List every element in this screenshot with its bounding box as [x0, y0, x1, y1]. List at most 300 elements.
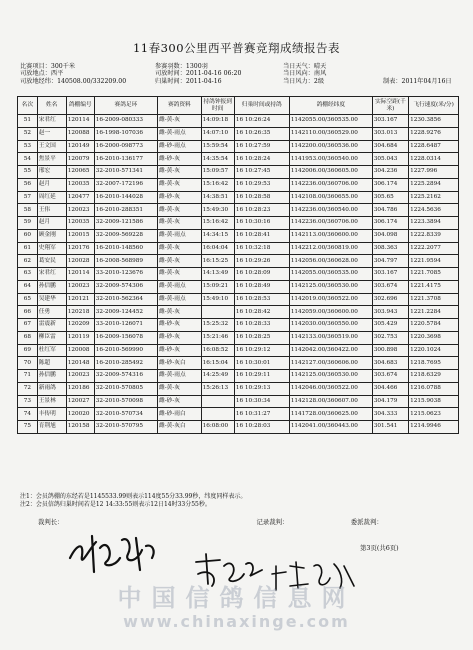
table-cell: 120149 [66, 140, 94, 153]
table-cell: 16-2010-569990 [94, 344, 157, 357]
judge-label: 裁判长： [38, 518, 64, 526]
table-cell: 16:08:52 [201, 344, 234, 357]
table-cell: 32-2010-570734 [94, 408, 157, 421]
table-cell: 120114 [66, 115, 94, 128]
table-row [18, 293, 459, 306]
table-cell: 1142042.00/360422.00 [289, 344, 372, 357]
table-cell: 周红延 [37, 191, 66, 204]
table-cell: 1142108.00/360655.00 [289, 191, 372, 204]
table-cell: 王文国 [37, 140, 66, 153]
table-cell: 王景林 [37, 395, 66, 408]
table-cell: 1142055.00/360535.00 [289, 115, 372, 128]
table-cell: 1142110.00/360529.00 [289, 127, 372, 140]
table-cell: 305.043 [372, 153, 408, 166]
table-cell: 120218 [66, 306, 94, 319]
table-cell: 32-2009-124452 [94, 306, 157, 319]
table-cell: 雌-黄-灰 [158, 242, 202, 255]
table-cell: 70 [18, 357, 38, 370]
table-row [18, 408, 459, 421]
table-cell: 1223.3894 [409, 217, 459, 230]
table-cell: 120023 [66, 204, 94, 217]
table-cell: 16 10:29:53 [234, 178, 289, 191]
table-cell: 33-2010-126071 [94, 319, 157, 332]
table-cell: 雌-黄-灰白 [158, 421, 202, 434]
table-cell: 15:16:42 [201, 217, 234, 230]
table-cell: 1215.0623 [409, 408, 459, 421]
table-cell: 15:59:54 [201, 140, 234, 153]
table-cell: 16-2010-148560 [94, 242, 157, 255]
table-cell: 306.174 [372, 217, 408, 230]
table-cell: 1142125.00/360530.00 [289, 280, 372, 293]
column-header: 名次 [18, 97, 38, 115]
table-cell: 任勇 [37, 306, 66, 319]
table-cell: 32-2009-569228 [94, 229, 157, 242]
meta-row [20, 70, 460, 77]
column-header: 赛鸽资料 [158, 97, 202, 115]
table-cell: 16:08:00 [201, 421, 234, 434]
footnotes [20, 493, 460, 508]
table-row [18, 229, 459, 242]
table-cell: 1142200.00/360536.00 [289, 140, 372, 153]
table-cell: 32-2007-172196 [94, 178, 157, 191]
table-cell: 杜红军 [37, 344, 66, 357]
table-cell: 16 10:26:24 [234, 115, 289, 128]
table-cell: 16 10:28:03 [234, 421, 289, 434]
table-cell: 69 [18, 344, 38, 357]
table-cell: 16-2009-080333 [94, 115, 157, 128]
meta-cell: 归巢时间：2011-04-16 [155, 77, 222, 85]
table-cell: 16 10:29:26 [234, 255, 289, 268]
table-cell [201, 306, 234, 319]
table-cell: 宋君红 [37, 115, 66, 128]
table-cell: 15:25:32 [201, 319, 234, 332]
table-cell: 陈超 [37, 357, 66, 370]
table-cell: 1142212.00/360819.00 [289, 242, 372, 255]
table-cell: 1142046.00/360522.00 [289, 382, 372, 395]
table-cell: 120209 [66, 319, 94, 332]
table-cell: 1142236.00/360706.00 [289, 217, 372, 230]
table-cell: 61 [18, 242, 38, 255]
table-cell: 14:34:15 [201, 229, 234, 242]
table-cell: 68 [18, 331, 38, 344]
table-cell [201, 395, 234, 408]
table-cell: 73 [18, 395, 38, 408]
table-cell: 16 10:28:53 [234, 293, 289, 306]
table-cell: 120148 [66, 357, 94, 370]
table-cell: 1225.2162 [409, 191, 459, 204]
table-cell: 120027 [66, 395, 94, 408]
table-cell: 74 [18, 408, 38, 421]
table-cell: 1220.5784 [409, 319, 459, 332]
table-cell: 305.429 [372, 319, 408, 332]
table-cell: 雌-黄-灰 [158, 178, 202, 191]
column-header: 姓名 [37, 97, 66, 115]
table-row [18, 153, 459, 166]
table-cell: 1214.9946 [409, 421, 459, 434]
table-cell: 303.013 [372, 127, 408, 140]
table-cell: 300.898 [372, 344, 408, 357]
table-cell: 306.174 [372, 178, 408, 191]
table-cell: 16 10:28:23 [234, 204, 289, 217]
table-cell: 16 10:28:24 [234, 153, 289, 166]
table-cell: 120015 [66, 229, 94, 242]
table-cell: 赵月 [37, 178, 66, 191]
race-meta [20, 63, 460, 85]
table-cell: 14:13:49 [201, 268, 234, 281]
judge-signature [62, 528, 162, 578]
table-cell: 1221.9594 [409, 255, 459, 268]
table-cell: 16-2010-285492 [94, 357, 157, 370]
meta-cell [383, 63, 460, 70]
recorder-label: 记录裁判： [256, 518, 289, 526]
table-cell: 赵月 [37, 217, 66, 230]
table-cell: 62 [18, 255, 38, 268]
table-row [18, 319, 459, 332]
page-number: 第3页(共6页) [360, 544, 399, 552]
table-cell: 16 10:29:12 [234, 344, 289, 357]
table-row [18, 115, 459, 128]
table-cell: 16 10:28:33 [234, 319, 289, 332]
table-cell: 1218.7695 [409, 357, 459, 370]
table-cell: 14:25:49 [201, 370, 234, 383]
table-cell: 14:35:54 [201, 153, 234, 166]
meta-cell: 当日风向：南风 [283, 70, 327, 78]
table-cell [201, 408, 234, 421]
table-cell: 32-2010-570795 [94, 421, 157, 434]
results-table [17, 96, 459, 434]
table-cell: 302.753 [372, 331, 408, 344]
column-header: 飞行速度(米/分) [409, 97, 459, 115]
signature-labels [20, 517, 460, 526]
table-cell: 孙信鹏 [37, 280, 66, 293]
column-header: 赛鸽足环 [94, 97, 157, 115]
table-cell: 16-2010-136177 [94, 153, 157, 166]
table-cell: 1228.9276 [409, 127, 459, 140]
table-cell: 120088 [66, 127, 94, 140]
table-cell: 雌-砂-灰白 [158, 357, 202, 370]
table-cell: 1142127.00/360606.00 [289, 357, 372, 370]
table-cell: 14:07:10 [201, 127, 234, 140]
table-cell: 120008 [66, 344, 94, 357]
table-cell: 120023 [66, 280, 94, 293]
table-cell: 67 [18, 319, 38, 332]
table-cell: 雌-砂-灰 [158, 153, 202, 166]
table-cell: 1221.2284 [409, 306, 459, 319]
table-cell: 王伟 [37, 204, 66, 217]
table-cell: 32-2010-562364 [94, 293, 157, 306]
table-cell: 120119 [66, 331, 94, 344]
table-cell: 1225.2894 [409, 178, 459, 191]
table-cell: 120028 [66, 255, 94, 268]
table-cell: 303.674 [372, 370, 408, 383]
table-row [18, 166, 459, 179]
table-cell: 1220.1024 [409, 344, 459, 357]
table-cell: 雌-砂-灰 [158, 331, 202, 344]
table-row [18, 191, 459, 204]
table-cell: 16-1998-107036 [94, 127, 157, 140]
table-cell: 16 10:29:11 [234, 370, 289, 383]
report-title: 11春300公里西平普赛竞翔成绩报告表 [132, 41, 341, 55]
table-cell: 1228.0314 [409, 153, 459, 166]
site-watermark: 中国信鸽信息网 [117, 584, 356, 612]
table-cell: 304.236 [372, 166, 408, 179]
table-row [18, 421, 459, 434]
table-cell: 16:15:04 [201, 357, 234, 370]
table-cell: 1142030.00/360550.00 [289, 319, 372, 332]
table-cell: 16 10:28:42 [234, 306, 289, 319]
table-cell: 1142006.00/360605.00 [289, 166, 372, 179]
column-header: 鸽棚经纬度 [289, 97, 372, 115]
table-cell: 育荆旭 [37, 421, 66, 434]
table-row [18, 255, 459, 268]
table-cell: 雌-黄-灰 [158, 382, 202, 395]
table-cell: 雌-黄-灰 [158, 166, 202, 179]
table-cell: 33-2010-123676 [94, 268, 157, 281]
table-row [18, 204, 459, 217]
table-row [18, 306, 459, 319]
table-cell: 305.65 [372, 191, 408, 204]
table-cell: 16 10:28:41 [234, 229, 289, 242]
results-body [18, 115, 459, 434]
table-cell: 1142041.00/360443.00 [289, 421, 372, 434]
table-cell: 1222.2077 [409, 242, 459, 255]
table-cell: 16-2008-568989 [94, 255, 157, 268]
table-cell: 柳臣雷 [37, 331, 66, 344]
column-header: 实际空距(千米) [372, 97, 408, 115]
table-cell: 302.696 [372, 293, 408, 306]
table-cell: 15:16:42 [201, 178, 234, 191]
table-cell: 1221.7085 [409, 268, 459, 281]
table-cell: 120065 [66, 166, 94, 179]
table-row [18, 140, 459, 153]
table-cell: 72 [18, 382, 38, 395]
table-cell: 16 10:28:09 [234, 268, 289, 281]
table-cell: 59 [18, 217, 38, 230]
table-cell: 75 [18, 421, 38, 434]
table-cell: 303.167 [372, 268, 408, 281]
table-row [18, 280, 459, 293]
table-cell: 1221.3708 [409, 293, 459, 306]
table-cell: 54 [18, 153, 38, 166]
table-cell: 15:21:46 [201, 331, 234, 344]
table-cell: 1228.6487 [409, 140, 459, 153]
table-cell: 雌-砂-灰 [158, 319, 202, 332]
table-cell: 1221.4175 [409, 280, 459, 293]
table-cell: 1142055.00/360535.00 [289, 268, 372, 281]
table-cell: 顾金刚 [37, 229, 66, 242]
table-cell: 雷震新 [37, 319, 66, 332]
table-cell: 1141953.00/360540.00 [289, 153, 372, 166]
table-cell: 1218.6329 [409, 370, 459, 383]
table-cell: 雌-黄-灰 [158, 217, 202, 230]
table-cell: 16 10:29:13 [234, 382, 289, 395]
footnote: 注1：会员鸽棚的东经若是1145533.99则表示114度55分33.99秒，纬度同样表示。 [20, 493, 247, 500]
table-cell: 14:09:18 [201, 115, 234, 128]
table-cell: 304.684 [372, 140, 408, 153]
table-cell: 孙信鹏 [37, 370, 66, 383]
table-cell: 1142059.00/360600.00 [289, 306, 372, 319]
table-cell: 308.363 [372, 242, 408, 255]
table-cell: 雌-砂-灰 [158, 395, 202, 408]
table-cell: 32-2010-570098 [94, 395, 157, 408]
table-cell: 1142236.00/360706.00 [289, 178, 372, 191]
table-row [18, 331, 459, 344]
meta-cell: 司放时间：2011-04-16 06:20 [155, 70, 242, 78]
table-cell: 雌-黄-灰 [158, 204, 202, 217]
table-cell: 120121 [66, 293, 94, 306]
table-cell: 赵一 [37, 127, 66, 140]
table-cell: 65 [18, 293, 38, 306]
table-cell: 16:15:25 [201, 255, 234, 268]
table-cell: 304.683 [372, 357, 408, 370]
table-cell: 120186 [66, 382, 94, 395]
table-cell: 53 [18, 140, 38, 153]
meta-cell [383, 70, 460, 77]
table-cell: 32-2009-574306 [94, 280, 157, 293]
table-cell: 304.466 [372, 382, 408, 395]
table-row [18, 344, 459, 357]
table-cell: 1142113.00/360600.00 [289, 229, 372, 242]
table-cell: 16-2000-098773 [94, 140, 157, 153]
meta-cell: 比赛项目：300千米 [20, 63, 76, 70]
table-cell: 葛安民 [37, 255, 66, 268]
table-cell: 丰传明 [37, 408, 66, 421]
table-cell: 120020 [66, 408, 94, 421]
table-cell: 15:26:13 [201, 382, 234, 395]
table-cell: 63 [18, 268, 38, 281]
table-cell: 雌-砂-灰 [158, 344, 202, 357]
table-cell: 52 [18, 127, 38, 140]
table-cell: 304.179 [372, 395, 408, 408]
table-cell: 120035 [66, 217, 94, 230]
table-cell: 16 10:32:18 [234, 242, 289, 255]
table-cell: 1216.0788 [409, 382, 459, 395]
table-cell: 新雨鸽 [37, 382, 66, 395]
table-cell: 51 [18, 115, 38, 128]
column-header: 归巢时间或持鸽 [234, 97, 289, 115]
table-cell: 120176 [66, 242, 94, 255]
committee-label: 委派裁判： [350, 518, 383, 526]
table-cell: 1222.8339 [409, 229, 459, 242]
table-cell: 1224.5636 [409, 204, 459, 217]
table-cell: 1230.3856 [409, 115, 459, 128]
table-cell: 1220.3698 [409, 331, 459, 344]
table-cell: 16 10:28:25 [234, 331, 289, 344]
table-row [18, 382, 459, 395]
table-cell: 56 [18, 178, 38, 191]
table-cell: 1142019.00/360522.00 [289, 293, 372, 306]
table-cell: 32-2009-121586 [94, 217, 157, 230]
table-cell: 64 [18, 280, 38, 293]
meta-row [20, 78, 460, 85]
table-cell: 史翔军 [37, 242, 66, 255]
table-cell: 303.674 [372, 280, 408, 293]
table-cell: 120158 [66, 421, 94, 434]
table-row [18, 127, 459, 140]
table-row [18, 395, 459, 408]
column-header: 鸽棚编号 [66, 97, 94, 115]
table-cell: 120023 [66, 370, 94, 383]
footnote: 注2：会员信鸽归巢时间若是12 14:33:55则表示12日14时33分55秒。 [20, 500, 211, 508]
table-cell: 301.541 [372, 421, 408, 434]
table-cell: 16 10:28:49 [234, 280, 289, 293]
table-cell: 雌-黄-灰 [158, 255, 202, 268]
table-cell: 15:09:57 [201, 166, 234, 179]
table-cell: 120114 [66, 268, 94, 281]
table-cell: 1215.9038 [409, 395, 459, 408]
table-cell: 雌-黄-雨点 [158, 280, 202, 293]
table-cell: 16 10:26:35 [234, 127, 289, 140]
table-cell: 16 10:28:58 [234, 191, 289, 204]
table-cell: 16:04:04 [201, 242, 234, 255]
table-cell: 304.797 [372, 255, 408, 268]
table-row [18, 268, 459, 281]
table-cell: 雌-黄-雨点 [158, 293, 202, 306]
table-cell: 雌-砂-雨白 [158, 408, 202, 421]
table-cell: 雌-砂-灰 [158, 191, 202, 204]
meta-cell: 参赛羽数：1300羽 [155, 63, 208, 70]
table-cell: 雌-黄-灰 [158, 268, 202, 281]
table-cell: 303.943 [372, 306, 408, 319]
table-cell: 120477 [66, 191, 94, 204]
table-cell: 120079 [66, 153, 94, 166]
table-cell: 16-2010-144028 [94, 191, 157, 204]
table-cell: 16-2009-156078 [94, 331, 157, 344]
table-cell: 66 [18, 306, 38, 319]
table-cell: 15:49:30 [201, 204, 234, 217]
meta-cell: 当日风力：2级 [283, 77, 325, 85]
table-cell: 16-2010-288351 [94, 204, 157, 217]
table-cell: 16 10:31:27 [234, 408, 289, 421]
table-row [18, 357, 459, 370]
column-header: 持鸽钟报到时间 [201, 97, 234, 115]
meta-cell: 司放地点：西平 [20, 70, 64, 78]
table-cell: 16 10:30:01 [234, 357, 289, 370]
table-cell: 55 [18, 166, 38, 179]
table-cell: 1142125.00/360530.00 [289, 370, 372, 383]
meta-cell: 当日天气：晴天 [283, 63, 327, 70]
table-cell: 邢宏 [37, 166, 66, 179]
table-cell: 304.786 [372, 204, 408, 217]
table-cell: 120035 [66, 178, 94, 191]
table-cell: 雌-黄-雨点 [158, 127, 202, 140]
table-cell: 303.167 [372, 115, 408, 128]
table-cell: 32-2009-574316 [94, 370, 157, 383]
meta-cell: 司放地经纬：140508.00/332209.00 [20, 77, 127, 85]
table-cell: 16 10:30:34 [234, 395, 289, 408]
table-cell: 1142236.00/360540.00 [289, 204, 372, 217]
table-row [18, 242, 459, 255]
table-cell: 1141728.00/360625.00 [289, 408, 372, 421]
table-cell: 宋君红 [37, 268, 66, 281]
table-cell: 雌-砂-雨点 [158, 140, 202, 153]
table-cell: 15:49:10 [201, 293, 234, 306]
table-cell: 304.098 [372, 229, 408, 242]
table-cell: 焦景平 [37, 153, 66, 166]
table-cell: 16 10:30:16 [234, 217, 289, 230]
table-cell: 32-2010-570805 [94, 382, 157, 395]
table-cell: 16 10:27:45 [234, 166, 289, 179]
site-watermark-url: www.chinaxinge.com [123, 612, 350, 631]
table-cell: 304.333 [372, 408, 408, 421]
table-cell: 1142128.00/360607.00 [289, 395, 372, 408]
table-cell: 雌-黄-灰 [158, 306, 202, 319]
table-row [18, 217, 459, 230]
table-cell: 雌-黄-灰 [158, 115, 202, 128]
table-row [18, 370, 459, 383]
table-cell: 1142056.00/360628.00 [289, 255, 372, 268]
meta-cell: 制表：2011年04月16日 [383, 77, 452, 85]
